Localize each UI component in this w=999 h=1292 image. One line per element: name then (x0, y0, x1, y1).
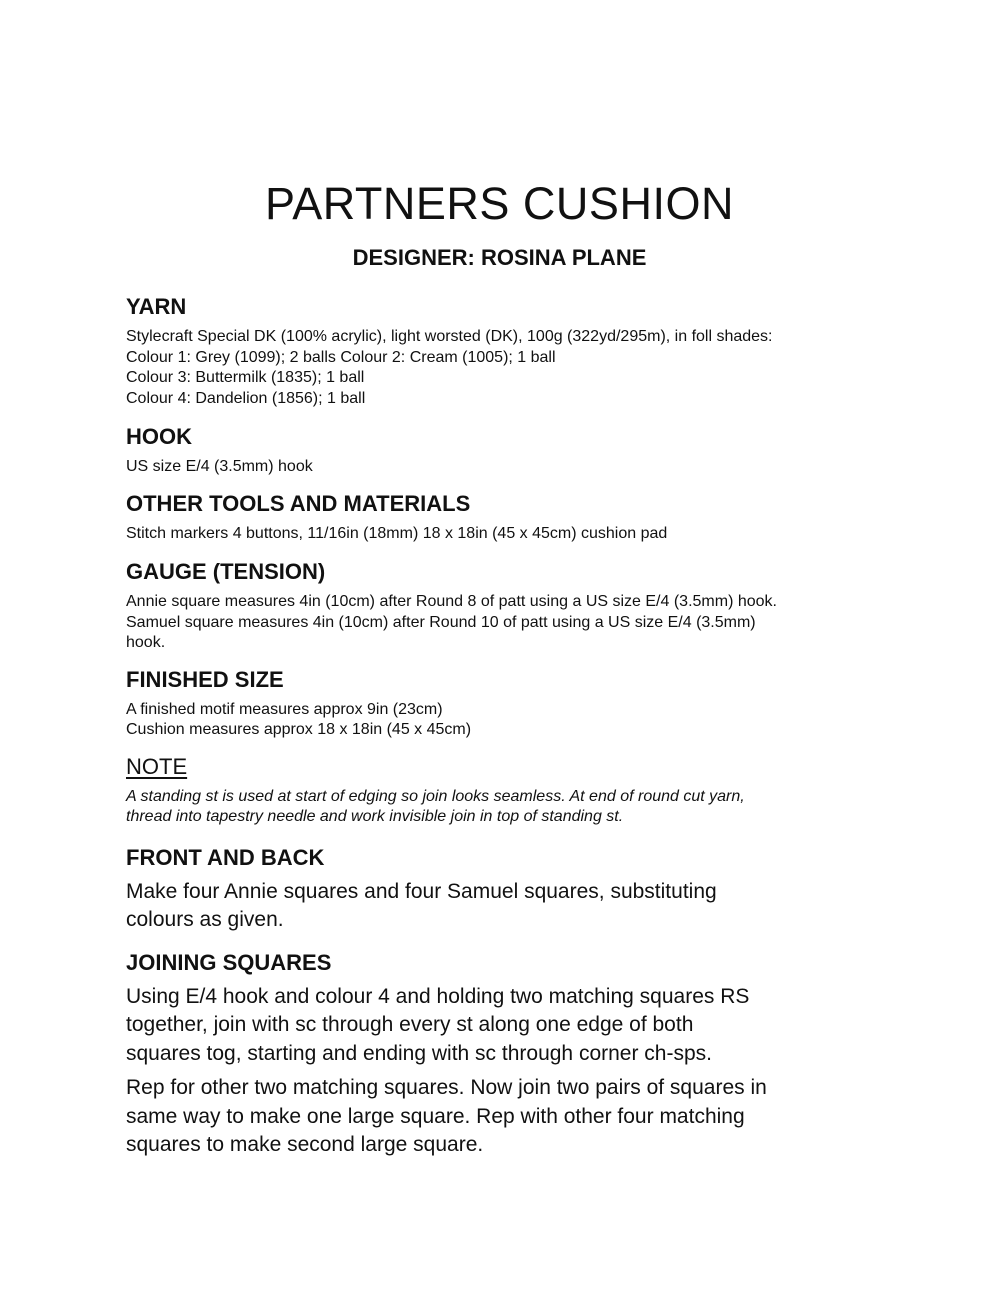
joining-line: Rep for other two matching squares. Now join two pairs of squares in (126, 1076, 767, 1099)
joining-line: squares tog, starting and ending with sc through corner ch-sps. (126, 1041, 712, 1065)
gauge-section (126, 558, 886, 654)
tools-line: Stitch markers 4 buttons, 11/16in (18mm) 18 x 18in (45 x 45cm) cushion pad (126, 524, 668, 542)
tools-heading: OTHER TOOLS AND MATERIALS (126, 490, 471, 516)
yarn-line: Colour 3: Buttermilk (1835); 1 ball (126, 369, 365, 386)
front-back-line: colours as given. (126, 908, 284, 931)
joining-section (126, 949, 886, 1160)
gauge-line: Samuel square measures 4in (10cm) after Round 10 of patt using a US size E/4 (3.5mm) (126, 613, 756, 631)
yarn-line: Colour 4: Dandelion (1856); 1 ball (126, 389, 366, 407)
finished-size-section (126, 666, 886, 741)
note-section (126, 753, 886, 828)
designer-credit: DESIGNER: ROSINA PLANE (352, 245, 647, 270)
finished-size-heading: FINISHED SIZE (126, 666, 284, 692)
front-back-section (126, 844, 886, 935)
pattern-content (126, 293, 886, 1170)
front-back-line: Make four Annie squares and four Samuel squares, substituting (126, 879, 717, 903)
finished-size-line: Cushion measures approx 18 x 18in (45 x 45cm) (126, 721, 472, 738)
finished-size-line: A finished motif measures approx 9in (23cm) (126, 700, 443, 718)
joining-line: Using E/4 hook and colour 4 and holding two matching squares RS (126, 984, 750, 1008)
joining-line: squares to make second large square. (126, 1133, 484, 1156)
page-title: PARTNERS CUSHION (265, 178, 734, 229)
front-back-heading: FRONT AND BACK (126, 844, 325, 870)
joining-heading: JOINING SQUARES (126, 949, 332, 975)
note-heading: NOTE (126, 753, 188, 779)
yarn-section (126, 293, 886, 409)
joining-line: together, join with sc through every st along one edge of both (126, 1013, 694, 1036)
gauge-line: hook. (126, 634, 166, 651)
tools-section (126, 490, 886, 545)
yarn-line: Colour 1: Grey (1099); 2 balls Colour 2: Cream (1005); 1 ball (126, 348, 556, 366)
hook-heading: HOOK (126, 424, 192, 449)
hook-section (126, 423, 886, 478)
yarn-heading: YARN (126, 294, 187, 319)
yarn-line: Stylecraft Special DK (100% acrylic), light worsted (DK), 100g (322yd/295m), in foll shades: (126, 328, 773, 345)
note-line: thread into tapestry needle and work invisible join in top of standing st. (126, 808, 624, 825)
gauge-heading: GAUGE (TENSION) (126, 559, 326, 584)
note-line: A standing st is used at start of edging so join looks seamless. At end of round cut yarn, (126, 787, 745, 805)
hook-line: US size E/4 (3.5mm) hook (126, 458, 313, 475)
gauge-line: Annie square measures 4in (10cm) after Round 8 of patt using a US size E/4 (3.5mm) hook. (126, 593, 777, 610)
joining-line: same way to make one large square. Rep with other four matching (126, 1104, 745, 1128)
